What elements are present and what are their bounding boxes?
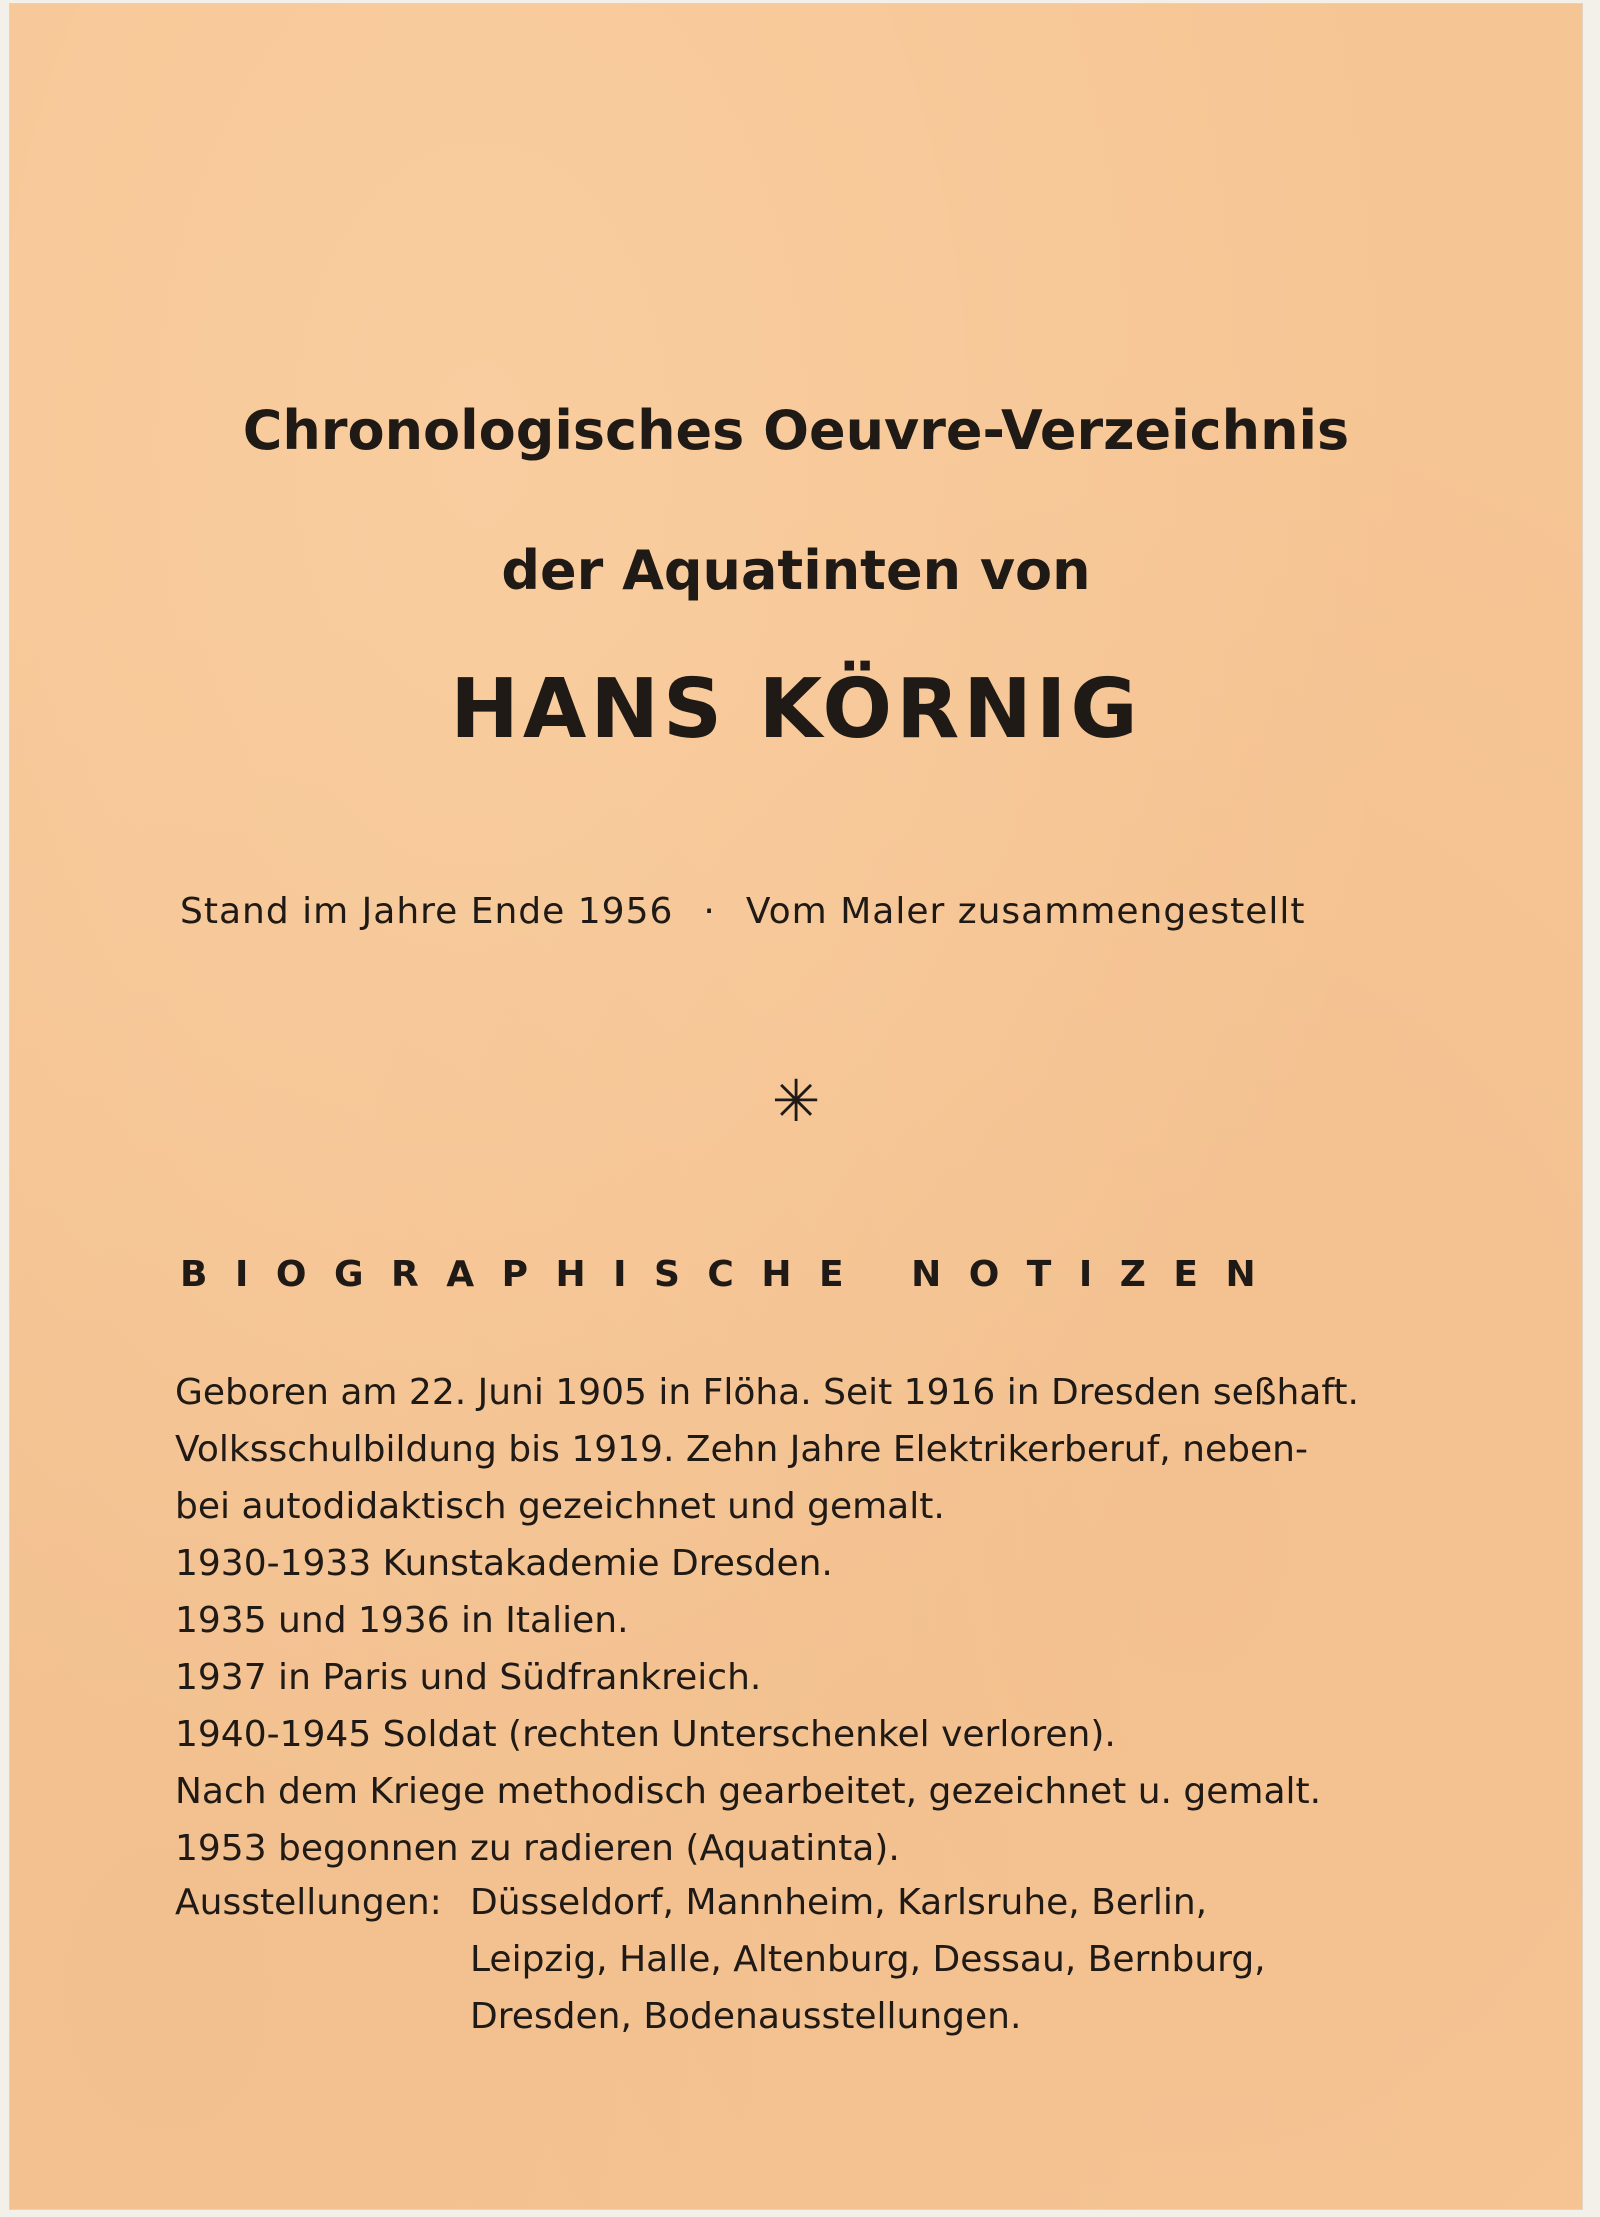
bio-line: 1940-1945 Soldat (rechten Unterschenkel verloren). xyxy=(175,1714,1116,1755)
status-compiler: Vom Maler zusammengestellt xyxy=(745,891,1306,932)
bio-line: 1953 begonnen zu radieren (Aquatinta). xyxy=(175,1828,900,1869)
status-line xyxy=(180,891,1306,932)
bio-line: 1930-1933 Kunstakademie Dresden. xyxy=(175,1543,833,1584)
bio-line: bei autodidaktisch gezeichnet und gemalt. xyxy=(175,1486,945,1527)
biography-list xyxy=(175,1364,1359,1877)
title-line-2: der Aquatinten von xyxy=(501,539,1091,602)
bio-line: Geboren am 22. Juni 1905 in Flöha. Seit 1916 in Dresden seßhaft. xyxy=(175,1372,1359,1413)
section-heading: BIOGRAPHISCHE NOTIZEN xyxy=(180,1254,1284,1295)
exhibitions-line: Leipzig, Halle, Altenburg, Dessau, Bernburg, xyxy=(470,1939,1266,1980)
exhibitions-label: Ausstellungen: xyxy=(175,1882,442,1923)
artist-name: HANS KÖRNIG xyxy=(450,662,1142,757)
title-line-1: Chronologisches Oeuvre-Verzeichnis xyxy=(242,399,1350,462)
bio-line: 1935 und 1936 in Italien. xyxy=(175,1600,629,1641)
exhibitions-line: Dresden, Bodenausstellungen. xyxy=(470,1996,1022,2037)
bio-line: Nach dem Kriege methodisch gearbeitet, gezeichnet u. gemalt. xyxy=(175,1771,1322,1812)
exhibitions-list xyxy=(470,1874,1266,2045)
bio-line: 1937 in Paris und Südfrankreich. xyxy=(175,1657,762,1698)
asterisk-ornament-icon: ✳ xyxy=(771,1067,821,1135)
status-separator: · xyxy=(703,891,716,932)
document-page xyxy=(10,4,1582,2209)
bio-line: Volksschulbildung bis 1919. Zehn Jahre Elektrikerberuf, neben- xyxy=(175,1429,1308,1470)
status-date: Stand im Jahre Ende 1956 xyxy=(180,891,674,932)
exhibitions-line: Düsseldorf, Mannheim, Karlsruhe, Berlin, xyxy=(470,1882,1208,1923)
